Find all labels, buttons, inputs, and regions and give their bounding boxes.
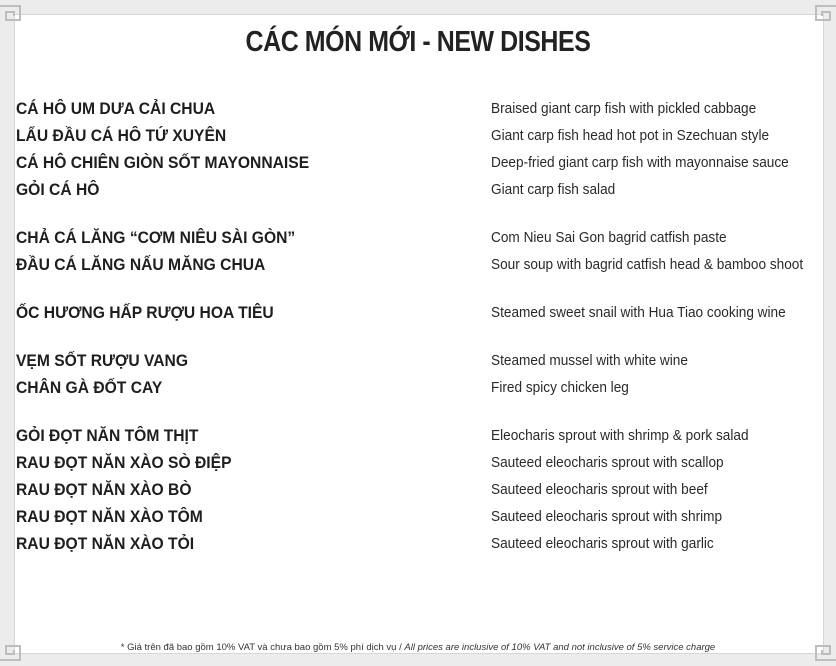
dish-row: [16, 180, 816, 207]
dish-name-vietnamese: RAU ĐỌT NĂN XÀO BÒ: [16, 480, 192, 499]
corner-ornament-top-right: [810, 0, 836, 26]
dish-row: [16, 480, 816, 507]
dish-row: [16, 534, 816, 561]
dish-row: [16, 507, 816, 534]
dish-name-vietnamese: CÁ HÔ CHIÊN GIÒN SỐT MAYONNAISE: [16, 153, 310, 172]
dish-list: [16, 99, 816, 582]
dish-row: [16, 351, 816, 378]
dish-name-vietnamese: VẸM SỐT RƯỢU VANG: [16, 351, 189, 370]
dish-name-english: Sauteed eleocharis sprout with beef: [491, 482, 708, 498]
dish-name-english: Fired spicy chicken leg: [491, 380, 629, 396]
dish-name-english: Sauteed eleocharis sprout with scallop: [491, 455, 724, 471]
dish-name-english: Giant carp fish head hot pot in Szechuan style: [491, 128, 770, 144]
dish-group: [16, 426, 816, 561]
dish-row: [16, 426, 816, 453]
dish-name-vietnamese: CÁ HÔ UM DƯA CẢI CHUA: [16, 99, 216, 118]
dish-name-english: Giant carp fish salad: [491, 182, 616, 198]
dish-name-english: Deep-fried giant carp fish with mayonnaise sauce: [491, 155, 789, 171]
dish-row: [16, 99, 816, 126]
dish-name-english: Sauteed eleocharis sprout with garlic: [491, 536, 714, 552]
dish-name-vietnamese: CHÂN GÀ ĐỐT CAY: [16, 378, 163, 397]
dish-name-vietnamese: GỎI ĐỌT NĂN TÔM THỊT: [16, 426, 199, 445]
dish-row: [16, 303, 816, 330]
dish-row: [16, 378, 816, 405]
footnote-vietnamese: * Giá trên đã bao gồm 10% VAT và chưa bao gồm 5% phí dịch vụ /: [120, 642, 405, 653]
dish-name-english: Braised giant carp fish with pickled cabbage: [491, 101, 757, 117]
price-footnote: [0, 642, 836, 653]
dish-name-vietnamese: LẨU ĐẦU CÁ HÔ TỨ XUYÊN: [16, 126, 227, 145]
dish-name-vietnamese: ỐC HƯƠNG HẤP RƯỢU HOA TIÊU: [16, 303, 274, 322]
dish-row: [16, 153, 816, 180]
dish-name-english: Steamed sweet snail with Hua Tiao cooking wine: [491, 305, 786, 321]
dish-group: [16, 99, 816, 207]
dish-name-vietnamese: RAU ĐỌT NĂN XÀO TÔM: [16, 507, 203, 526]
dish-name-english: Steamed mussel with white wine: [491, 353, 688, 369]
corner-ornament-top-left: [0, 0, 26, 26]
page-title: CÁC MÓN MỚI - NEW DISHES: [245, 26, 591, 58]
dish-name-vietnamese: ĐẦU CÁ LĂNG NẤU MĂNG CHUA: [16, 255, 266, 274]
dish-name-english: Com Nieu Sai Gon bagrid catfish paste: [491, 230, 727, 246]
dish-name-vietnamese: GỎI CÁ HÔ: [16, 180, 100, 199]
dish-name-english: Eleocharis sprout with shrimp & pork salad: [491, 428, 749, 444]
dish-group: [16, 351, 816, 405]
dish-name-vietnamese: RAU ĐỌT NĂN XÀO TỎI: [16, 534, 195, 553]
dish-name-vietnamese: CHẢ CÁ LĂNG “CƠM NIÊU SÀI GÒN”: [16, 228, 296, 247]
dish-name-vietnamese: RAU ĐỌT NĂN XÀO SÒ ĐIỆP: [16, 453, 232, 472]
dish-group: [16, 228, 816, 282]
dish-row: [16, 255, 816, 282]
dish-name-english: Sauteed eleocharis sprout with shrimp: [491, 509, 723, 525]
dish-group: [16, 303, 816, 330]
dish-name-english: Sour soup with bagrid catfish head & bamboo shoot: [491, 257, 804, 273]
dish-row: [16, 228, 816, 255]
dish-row: [16, 453, 816, 480]
footnote-english: All prices are inclusive of 10% VAT and not inclusive of 5% service charge: [404, 642, 716, 653]
dish-row: [16, 126, 816, 153]
